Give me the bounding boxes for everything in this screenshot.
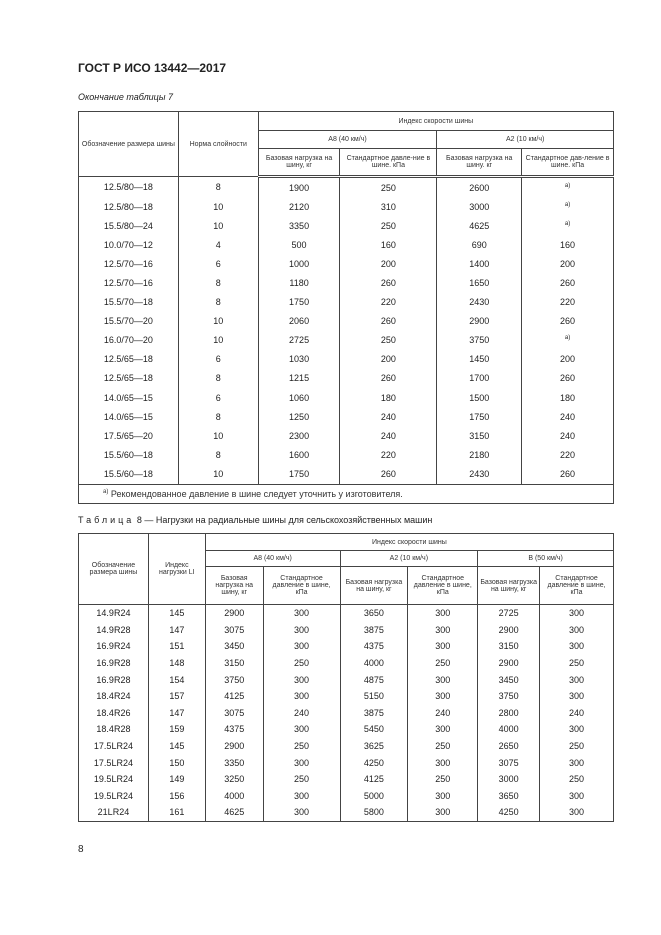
table-cell: 300 [540, 788, 614, 805]
table-cell: 240 [540, 705, 614, 722]
table-cell: 200 [522, 254, 614, 273]
table-cell: 15.5/70—18 [79, 293, 179, 312]
table-cell: 250 [540, 771, 614, 788]
table-cell: 300 [408, 605, 478, 622]
table-row [79, 331, 614, 350]
table-cell: 147 [148, 705, 205, 722]
header-speed-index: Индекс скорости шины [205, 534, 613, 551]
table-cell: 4250 [340, 754, 408, 771]
table-cell: 300 [263, 804, 340, 821]
table-cell: 150 [148, 754, 205, 771]
header-load-a8: Базовая нагрузка на шину, кг [205, 567, 263, 605]
table-row [79, 350, 614, 369]
table-cell [522, 331, 614, 350]
table-cell: 3625 [340, 738, 408, 755]
table-cell: 300 [540, 754, 614, 771]
table-cell: 2300 [258, 426, 340, 445]
table-cell: 240 [340, 426, 437, 445]
table-row [79, 738, 614, 755]
footnote-ref: а) [564, 220, 571, 227]
table-cell: 3000 [437, 197, 522, 216]
table-row [79, 638, 614, 655]
table-cell: 1250 [258, 407, 340, 426]
table-cell: 2900 [205, 605, 263, 622]
table-cell: 300 [263, 605, 340, 622]
table-cell: 5150 [340, 688, 408, 705]
table-cell [522, 216, 614, 235]
table-cell: 3350 [258, 216, 340, 235]
table-cell: 3875 [340, 622, 408, 639]
table-cell: 310 [340, 197, 437, 216]
table-cell: 149 [148, 771, 205, 788]
table-cell: 220 [522, 293, 614, 312]
table-cell: 2800 [478, 705, 540, 722]
table-row [79, 688, 614, 705]
table-cell: 3450 [205, 638, 263, 655]
table-cell: 10 [178, 426, 258, 445]
table-cell: 2725 [258, 331, 340, 350]
table-row [79, 804, 614, 821]
document-title: ГОСТ Р ИСО 13442—2017 [78, 61, 227, 75]
table-row [79, 622, 614, 639]
table-cell: 200 [522, 350, 614, 369]
table-8 [78, 533, 614, 822]
table-cell: 8 [178, 177, 258, 198]
table-cell: 3450 [478, 671, 540, 688]
table-row [79, 426, 614, 445]
table-row [79, 407, 614, 426]
table-cell: 4250 [478, 804, 540, 821]
table-row [79, 388, 614, 407]
table-cell: 19.5LR24 [79, 771, 149, 788]
table-7 [78, 111, 614, 504]
table-cell: 1180 [258, 273, 340, 292]
table-cell: 300 [540, 671, 614, 688]
header-b: В (50 км/ч) [478, 551, 614, 567]
table-cell: 180 [340, 388, 437, 407]
header-size: Обозначение размера шины [79, 534, 149, 605]
table-cell: 12.5/65—18 [79, 369, 179, 388]
header-speed-index: Индекс скорости шины [258, 112, 613, 131]
table-cell: 3750 [205, 671, 263, 688]
header-a2: А2 (10 км/ч) [437, 131, 614, 149]
table-row [79, 605, 614, 622]
table-cell: 3650 [478, 788, 540, 805]
table-cell: 300 [263, 754, 340, 771]
table-cell: 300 [263, 622, 340, 639]
table-cell: 156 [148, 788, 205, 805]
table-cell: 200 [340, 254, 437, 273]
table-cell: 2900 [478, 655, 540, 672]
table-cell: 260 [522, 273, 614, 292]
table-cell: 3075 [205, 705, 263, 722]
header-pressure-a8: Стандартное давление в шине, кПа [263, 567, 340, 605]
table-cell: 300 [263, 671, 340, 688]
header-pressure-b: Стандартное давление в шине, кПа [540, 567, 614, 605]
table-cell: 12.5/70—16 [79, 254, 179, 273]
table-cell: 240 [263, 705, 340, 722]
header-size: Обозначение размера шины [79, 112, 179, 177]
table-row [79, 312, 614, 331]
table-cell: 1215 [258, 369, 340, 388]
table-cell: 500 [258, 235, 340, 254]
table-cell: 1060 [258, 388, 340, 407]
table-cell: 6 [178, 388, 258, 407]
table-cell: 240 [408, 705, 478, 722]
table-cell: 2430 [437, 464, 522, 484]
table-cell: 4000 [340, 655, 408, 672]
table-cell: 145 [148, 605, 205, 622]
table-cell: 300 [263, 688, 340, 705]
table-cell: 145 [148, 738, 205, 755]
table-cell: 1750 [258, 464, 340, 484]
table-row [79, 445, 614, 464]
table-cell: 300 [263, 721, 340, 738]
header-pressure-a8: Стандартное давле-ние в шине. кПа [340, 149, 437, 177]
table-cell: 15.5/70—20 [79, 312, 179, 331]
table-row [79, 216, 614, 235]
table-cell: 300 [540, 688, 614, 705]
table-cell: 12.5/70—16 [79, 273, 179, 292]
table-cell: 1400 [437, 254, 522, 273]
table-cell: 2060 [258, 312, 340, 331]
table-cell: 18.4R28 [79, 721, 149, 738]
table-cell: 240 [522, 407, 614, 426]
table-row [79, 788, 614, 805]
table-cell: 1750 [258, 293, 340, 312]
table-cell: 2120 [258, 197, 340, 216]
table-cell: 4 [178, 235, 258, 254]
table-cell: 1030 [258, 350, 340, 369]
table-cell: 1450 [437, 350, 522, 369]
table-cell: 3875 [340, 705, 408, 722]
table-row [79, 369, 614, 388]
table-cell: 147 [148, 622, 205, 639]
footnote-text: Рекомендованное давление в шине следует уточнить у изготовителя. [110, 488, 403, 499]
table-cell: 18.4R26 [79, 705, 149, 722]
table-cell: 300 [540, 804, 614, 821]
table-cell: 18.4R24 [79, 688, 149, 705]
table-cell: 16.9R24 [79, 638, 149, 655]
table-cell: 260 [522, 464, 614, 484]
footnote-mark: а) [103, 488, 109, 495]
table-cell: 151 [148, 638, 205, 655]
table-cell: 16.9R28 [79, 671, 149, 688]
table-cell: 14.9R28 [79, 622, 149, 639]
table-cell: 3075 [478, 754, 540, 771]
table-cell: 159 [148, 721, 205, 738]
table-cell: 1600 [258, 445, 340, 464]
table-cell: 19.5LR24 [79, 788, 149, 805]
table-cell: 260 [340, 312, 437, 331]
table-cell: 17.5LR24 [79, 738, 149, 755]
header-load-b: Базовая нагрузка на шину, кг [478, 567, 540, 605]
table8-caption-text: 8 — Нагрузки на радиальные шины для сельскохозяйственных машин [136, 515, 433, 525]
table-cell: 3000 [478, 771, 540, 788]
table-row [79, 705, 614, 722]
table-cell: 260 [522, 369, 614, 388]
table-cell: 4625 [437, 216, 522, 235]
table-cell: 3250 [205, 771, 263, 788]
table-cell: 6 [178, 254, 258, 273]
table-cell: 14.0/65—15 [79, 388, 179, 407]
header-load-a2: Базовая нагрузка на шину, кг [340, 567, 408, 605]
table-row [79, 464, 614, 484]
table-cell: 2600 [437, 177, 522, 198]
table-cell: 10 [178, 331, 258, 350]
table-cell: 300 [408, 671, 478, 688]
table-cell: 14.9R24 [79, 605, 149, 622]
table-cell: 250 [408, 771, 478, 788]
table-cell: 16.0/70—20 [79, 331, 179, 350]
table-cell: 3075 [205, 622, 263, 639]
header-a8: А8 (40 км/ч) [205, 551, 340, 567]
table-cell: 16.9R28 [79, 655, 149, 672]
header-a8: А8 (40 км/ч) [258, 131, 437, 149]
table-cell: 148 [148, 655, 205, 672]
table-cell: 300 [263, 638, 340, 655]
table-cell: 8 [178, 293, 258, 312]
table-cell: 300 [408, 754, 478, 771]
table-cell: 8 [178, 369, 258, 388]
header-a2: А2 (10 км/ч) [340, 551, 478, 567]
table-cell: 5450 [340, 721, 408, 738]
table-cell: 1500 [437, 388, 522, 407]
table7-caption: Окончание таблицы 7 [78, 92, 173, 102]
table-cell: 2900 [437, 312, 522, 331]
header-pressure-a2: Стандартное давление в шине, кПа [408, 567, 478, 605]
table-cell: 161 [148, 804, 205, 821]
table-cell: 5000 [340, 788, 408, 805]
table-cell: 160 [522, 235, 614, 254]
page-number: 8 [78, 844, 84, 855]
table-cell: 300 [540, 638, 614, 655]
table-cell: 1700 [437, 369, 522, 388]
table-cell: 300 [540, 721, 614, 738]
table-cell: 8 [178, 445, 258, 464]
table-cell: 300 [408, 804, 478, 821]
table-cell: 250 [340, 216, 437, 235]
table-cell: 1650 [437, 273, 522, 292]
table-cell: 220 [340, 445, 437, 464]
table-cell: 8 [178, 407, 258, 426]
table-cell: 4875 [340, 671, 408, 688]
table-cell: 240 [340, 407, 437, 426]
table-cell: 2180 [437, 445, 522, 464]
table-row [79, 771, 614, 788]
table-cell: 4000 [478, 721, 540, 738]
header-ply: Норма слойности [178, 112, 258, 177]
table-cell: 300 [540, 605, 614, 622]
table-cell: 1900 [258, 177, 340, 198]
table-cell: 300 [408, 688, 478, 705]
table-row [79, 671, 614, 688]
table-cell: 250 [340, 177, 437, 198]
table-row [79, 655, 614, 672]
table-cell: 4625 [205, 804, 263, 821]
table-cell: 2725 [478, 605, 540, 622]
table-cell: 250 [540, 655, 614, 672]
table-cell: 300 [263, 788, 340, 805]
table-cell: 3150 [437, 426, 522, 445]
table-cell: 690 [437, 235, 522, 254]
table-cell: 15.5/80—24 [79, 216, 179, 235]
header-load-a8: Базовая нагрузка на шину, кг [258, 149, 340, 177]
table-cell: 10 [178, 197, 258, 216]
table-cell: 250 [263, 738, 340, 755]
table-cell: 300 [408, 622, 478, 639]
table-cell: 14.0/65—15 [79, 407, 179, 426]
header-pressure-a2: Стандартное дав-ление в шине. кПа [522, 149, 614, 177]
table-cell: 12.5/80—18 [79, 177, 179, 198]
table-cell [522, 177, 614, 198]
table-cell: 15.5/60—18 [79, 445, 179, 464]
table-cell: 250 [340, 331, 437, 350]
table-cell: 2650 [478, 738, 540, 755]
table-cell: 17.5/65—20 [79, 426, 179, 445]
table-cell: 260 [522, 312, 614, 331]
table-cell: 157 [148, 688, 205, 705]
table-cell: 260 [340, 464, 437, 484]
table-cell: 4000 [205, 788, 263, 805]
table-cell: 8 [178, 273, 258, 292]
table-cell: 4375 [340, 638, 408, 655]
table-cell: 260 [340, 273, 437, 292]
table-cell: 250 [263, 655, 340, 672]
table-cell: 260 [340, 369, 437, 388]
table-cell: 3350 [205, 754, 263, 771]
footnote-ref: а) [564, 201, 571, 208]
table-cell: 12.5/80—18 [79, 197, 179, 216]
table-cell: 10 [178, 216, 258, 235]
table-cell: 250 [540, 738, 614, 755]
table-row [79, 177, 614, 198]
table-cell: 2430 [437, 293, 522, 312]
table-cell: 17.5LR24 [79, 754, 149, 771]
table8-caption [78, 515, 432, 525]
table-cell: 6 [178, 350, 258, 369]
table-cell: 3650 [340, 605, 408, 622]
table-row [79, 197, 614, 216]
table-cell: 1750 [437, 407, 522, 426]
table-cell: 10.0/70—12 [79, 235, 179, 254]
table-cell: 250 [263, 771, 340, 788]
table-cell: 300 [540, 622, 614, 639]
table-cell: 3150 [205, 655, 263, 672]
table-cell: 180 [522, 388, 614, 407]
table-row [79, 273, 614, 292]
table-cell: 21LR24 [79, 804, 149, 821]
table-cell [522, 197, 614, 216]
table-row [79, 754, 614, 771]
table-cell: 2900 [478, 622, 540, 639]
table-cell: 5800 [340, 804, 408, 821]
table-cell: 15.5/60—18 [79, 464, 179, 484]
table-cell: 10 [178, 312, 258, 331]
table-cell: 154 [148, 671, 205, 688]
table-cell: 3750 [437, 331, 522, 350]
table-cell: 1000 [258, 254, 340, 273]
table-cell: 12.5/65—18 [79, 350, 179, 369]
table8-caption-word: Таблица [78, 515, 135, 525]
footnote-ref: а) [564, 335, 571, 342]
table7-footnote [79, 484, 614, 503]
table-cell: 10 [178, 464, 258, 484]
header-load-index: Индекс нагрузки LI [148, 534, 205, 605]
table-row [79, 293, 614, 312]
table-row [79, 721, 614, 738]
table-cell: 3750 [478, 688, 540, 705]
table-cell: 300 [408, 721, 478, 738]
table-cell: 240 [522, 426, 614, 445]
header-load-a2: Базовая нагрузка на шину. кг [437, 149, 522, 177]
table-cell: 4375 [205, 721, 263, 738]
table-row [79, 254, 614, 273]
table-cell: 220 [340, 293, 437, 312]
table-cell: 300 [408, 788, 478, 805]
table-cell: 160 [340, 235, 437, 254]
table-cell: 4125 [340, 771, 408, 788]
table-cell: 3150 [478, 638, 540, 655]
table-cell: 2900 [205, 738, 263, 755]
table-cell: 200 [340, 350, 437, 369]
table-row [79, 235, 614, 254]
footnote-ref: а) [564, 182, 571, 189]
table-cell: 4125 [205, 688, 263, 705]
table-cell: 220 [522, 445, 614, 464]
table-cell: 250 [408, 738, 478, 755]
table-cell: 300 [408, 638, 478, 655]
table-cell: 250 [408, 655, 478, 672]
